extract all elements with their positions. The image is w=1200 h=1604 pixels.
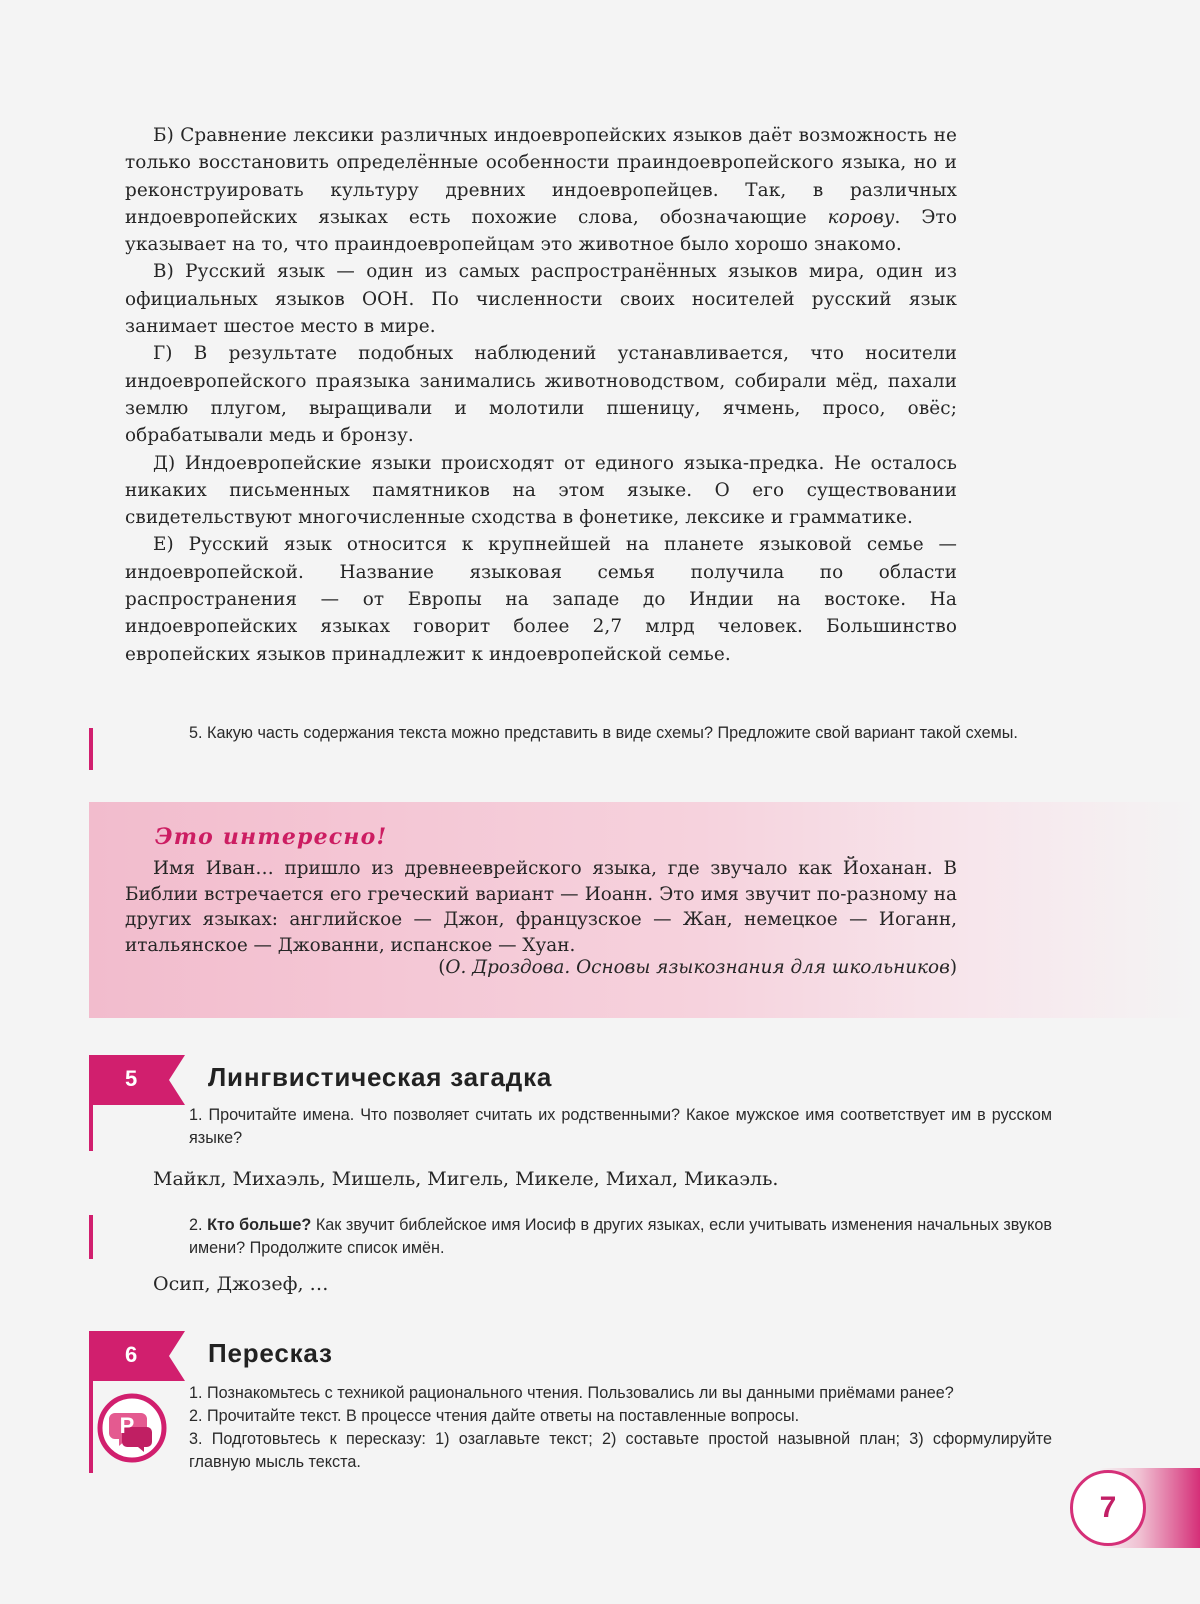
paragraph-e: Е) Русский язык относится к крупнейшей на планете языковой семье — индоевропейской. Название языковая семья получила по области распространения — от Европы на западе до Индии на востоке. На индоевропейских языках говорит более 2,7 млрд человек. Большинство европейских языков принадлежит к индоевропейской семье. [125,534,957,665]
interesting-text: Имя Иван… пришло из древнееврейского языка, где звучало как Йоханан. В Библии встречается его греческий вариант — Иоанн. Это имя звучит по-разному на других языках: английское — Джон, французское — Жан, немецкое — Иоганн, итальянское — Джованни, испанское — Хуан. [125,858,957,956]
main-text [125,122,957,668]
task-accent-bar [89,728,93,770]
retell-icon [97,1393,167,1463]
section-5-number: 5 [125,1066,138,1091]
section-6-item-1: 1. Познакомьтесь с техникой рационального чтения. Пользовались ли вы данными приёмами ранее? [189,1384,954,1402]
section-6-number: 6 [125,1342,138,1367]
question-2-bar [89,1215,93,1259]
paragraph-g: Г) В результате подобных наблюдений устанавливается, что носители индоевропейского праязыка занимались животноводством, собирали мёд, пахали землю плугом, выращивали и молотили пшеницу, ячмень, просо, овёс; обрабатывали медь и бронзу. [125,343,957,447]
task-5 [189,722,1052,745]
section-6-item-3: 3. Подготовьтесь к пересказу: 1) озаглавьте текст; 2) составьте простой назывной план; 3) сформулируйте главную мысль текста. [189,1430,1053,1471]
paragraph-d: Д) Индоевропейские языки происходят от единого языка-предка. Не осталось никаких письменных памятников на этом языке. О его существовании свидетельствуют многочисленные сходства в фонетике, лексике и грамматике. [125,452,957,529]
task-number: 5. [189,724,203,742]
interesting-source: (О. Дроздова. Основы языкознания для школьников) [438,957,957,978]
section-5-bar [89,1105,93,1151]
section-5-flag [89,1055,185,1105]
section-6-bar [89,1381,93,1473]
section-6-title: Пересказ [208,1338,333,1368]
paragraph-b: Б) Сравнение лексики различных индоевропейских языков даёт возможность не только восстановить определённые особенности праиндоевропейского языка, но и реконструировать культуру древних индоевропейцев. Так, в различных индоевропейских языках есть похожие слова, обозначающие корову. Это указывает на то, что праиндоевропейцам это животное было хорошо знакомо. [125,125,957,256]
retell-icon-letter: P [119,1413,135,1438]
interesting-title: Это интересно! [155,824,388,850]
task-text: Какую часть содержания текста можно представить в виде схемы? Предложите свой вариант такой схемы. [207,724,1018,742]
names-list: Майкл, Михаэль, Мишель, Мигель, Микеле, Михал, Микаэль. [153,1168,779,1190]
section-5-question-2: 2. Кто больше? Как звучит библейское имя Иосиф в других языках, если учитывать изменения начальных звуков имени? Продолжите список имён. [189,1216,1052,1257]
section-5-question-1: 1. Прочитайте имена. Что позволяет считать их родственными? Какое мужское имя соответствует им в русском языке? [189,1106,1053,1147]
page-number: 7 [1070,1470,1146,1546]
section-5-title: Лингвистическая загадка [208,1062,553,1092]
interesting-box [89,802,1200,1018]
names-list-2: Осип, Джозеф, … [153,1273,329,1295]
paragraph-v: В) Русский язык — один из самых распространённых языков мира, один из официальных языков ООН. По численности своих носителей русский язык занимает шестое место в мире. [125,261,957,338]
section-6-flag [89,1331,185,1381]
section-6-item-2: 2. Прочитайте текст. В процессе чтения дайте ответы на поставленные вопросы. [189,1407,800,1425]
